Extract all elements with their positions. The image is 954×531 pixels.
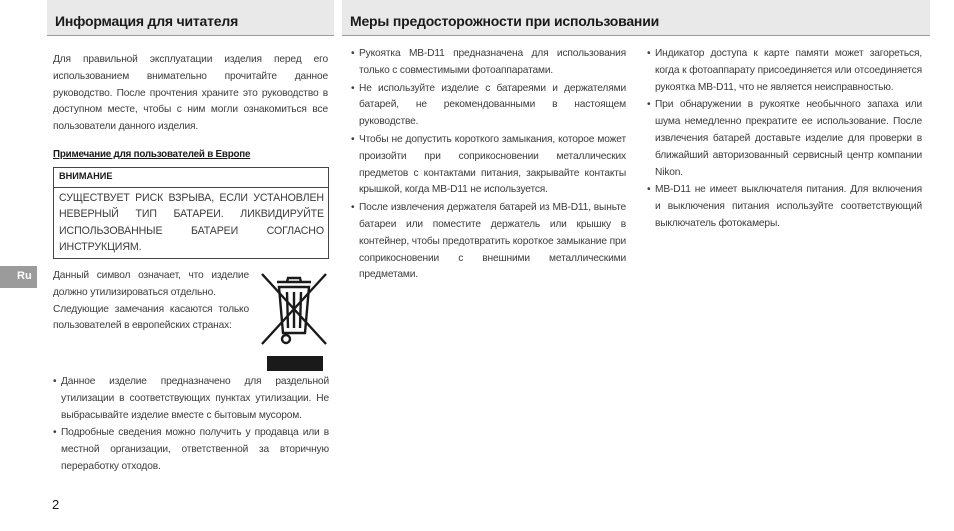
list-item: • Рукоятка MB-D11 предназначена для использования только с совместимыми фотоаппаратами. bbox=[351, 46, 626, 80]
list-item: • MB-D11 не имеет выключателя питания. Для включения и выключения питания используйте соответствующий выключатель фотокамеры. bbox=[647, 182, 922, 232]
eu-note-title: Примечание для пользователей в Европе bbox=[53, 149, 251, 160]
intro-paragraph: Для правильной эксплуатации изделия перед его использованием внимательно прочитайте данное руководство. После прочтения храните это руководство в доступном месте, чтобы с ним могли ознакомиться все пользователи данного изделия. bbox=[53, 54, 328, 133]
crossed-out-wheelie-bin-icon bbox=[260, 270, 328, 374]
warning-divider bbox=[54, 187, 328, 188]
precautions-list-column-1 bbox=[351, 46, 626, 285]
list-item: • Не используйте изделие с батареями и держателями батарей, не рекомендованными в настоящем руководстве. bbox=[351, 81, 626, 131]
warning-label: ВНИМАНИЕ bbox=[59, 171, 113, 181]
list-item: • Чтобы не допустить короткого замыкания, которое может произойти при соприкосновении металлических предметов с контактами питания, закрывайте контакты крышкой, когда MB-D11 не используется. bbox=[351, 132, 626, 199]
eu-disposal-list bbox=[53, 374, 329, 477]
warning-box bbox=[53, 167, 329, 259]
symbol-meaning-text: Данный символ означает, что изделие должно утилизироваться отдельно. bbox=[53, 270, 249, 298]
list-item: • Подробные сведения можно получить у продавца или в местной организации, ответственной за вторичную переработку отходов. bbox=[53, 425, 329, 475]
section-title-precautions: Меры предосторожности при использовании bbox=[350, 13, 660, 29]
section-header-reader-info bbox=[47, 0, 334, 36]
eu-users-note-text: Следующие замечания касаются только пользователей в европейских странах: bbox=[53, 303, 249, 332]
language-tab bbox=[0, 266, 37, 288]
symbol-description bbox=[53, 268, 249, 335]
section-header-precautions bbox=[342, 0, 930, 36]
warning-text: СУЩЕСТВУЕТ РИСК ВЗРЫВА, ЕСЛИ УСТАНОВЛЕН НЕВЕРНЫЙ ТИП БАТАРЕИ. ЛИКВИДИРУЙТЕ ИСПОЛЬЗОВАННЫЕ БАТАРЕИ СОГЛАСНО ИНСТРУКЦИЯМ. bbox=[59, 192, 324, 254]
list-item: • При обнаружении в рукоятке необычного запаха или шума немедленно прекратите ее использование. После извлечения батарей доставьте изделие для проверки в ближайший авторизованный сервисный центр компании Nikon. bbox=[647, 97, 922, 181]
list-item: • Индикатор доступа к карте памяти может загореться, когда к фотоаппарату присоединяется или отсоединяется рукоятка MB-D11, что не является неисправностью. bbox=[647, 46, 922, 96]
language-tab-label: Ru bbox=[17, 270, 32, 282]
list-item: • После извлечения держателя батарей из MB-D11, выньте батареи или поместите держатель или крышку в контейнер, чтобы предотвратить короткое замыкание при соприкосновении с внешними металлическими предметами. bbox=[351, 200, 626, 284]
list-item: • Данное изделие предназначено для раздельной утилизации в соответствующих пунктах утилизации. Не выбрасывайте изделие вместе с бытовым мусором. bbox=[53, 374, 329, 424]
precautions-list-column-2 bbox=[647, 46, 922, 234]
section-title-reader-info: Информация для читателя bbox=[55, 13, 239, 29]
page-number: 2 bbox=[52, 497, 60, 512]
